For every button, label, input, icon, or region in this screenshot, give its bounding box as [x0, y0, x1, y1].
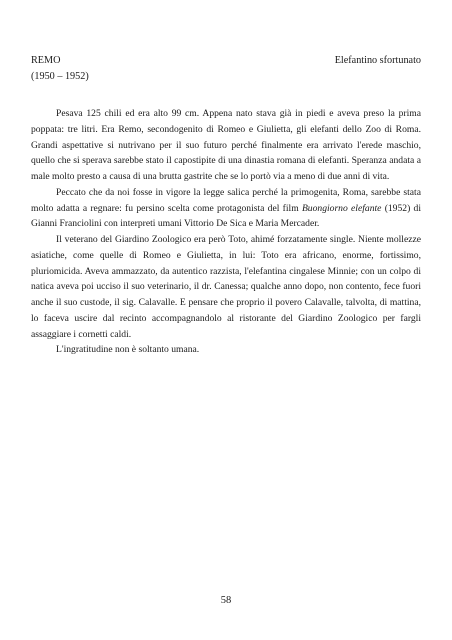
chapter-title: Elefantino sfortunato: [334, 55, 421, 66]
paragraph-3: Il veterano del Giardino Zoologico era però Toto, ahimé forzatamente single. Niente mollezze asiatiche, come quelle di Romeo e Giulietta, in lui: Toto era africano, enorme, fortissimo, pluriomicida. Aveva ammazzato, da autentico razzista, l'elefantina cingalese Minnie; con un colpo di natica aveva poi ucciso il suo veterinario, il dr. Canessa; qualche anno dopo, non contento, fece fuori anche il suo custode, il sig. Calavalle. E pensare che proprio il povero Calavalle, talvolta, di mattina, lo faceva uscire dal recinto accompagnandolo al ristorante del Giardino Zoologico per fargli assaggiare i cornetti caldi.: [31, 234, 421, 340]
body-text: [31, 106, 421, 358]
paragraph-2-after: (1952) di Gianni Franciolini con interpreti umani Vittorio De Sica e Maria Mercader.: [31, 202, 422, 230]
page-number: 58: [220, 595, 232, 606]
paragraph-2-before: Peccato che da noi fosse in vigore la legge salica perché la primogenita, Roma, sarebbe stata molto adatta a regnare: fu persino scelta come protagonista del film: [31, 186, 421, 214]
paragraph-4: L'ingratitudine non è soltanto umana.: [56, 344, 200, 356]
paragraph-2: [31, 185, 421, 232]
chapter-years: (1950 – 1952): [31, 71, 89, 82]
paragraph-1: Pesava 125 chili ed era alto 99 cm. Appena nato stava già in piedi e aveva preso la prima poppata: tre litri. Era Remo, secondogenito di Romeo e Giulietta, gli elefanti dello Zoo di Roma. Grandi aspettative si nutrivano per il suo futuro perché finalmente era arrivato l'erede maschio, quello che si sperava sarebbe stato il capostipite di una dinastia romana di elefanti. Speranza andata a male molto presto a causa di una brutta gastrite che se lo portò via a meno di due anni di vita.: [31, 108, 421, 182]
film-title: Buongiorno elefante: [301, 202, 382, 214]
chapter-header: [31, 53, 89, 85]
chapter-name: REMO: [31, 55, 61, 66]
